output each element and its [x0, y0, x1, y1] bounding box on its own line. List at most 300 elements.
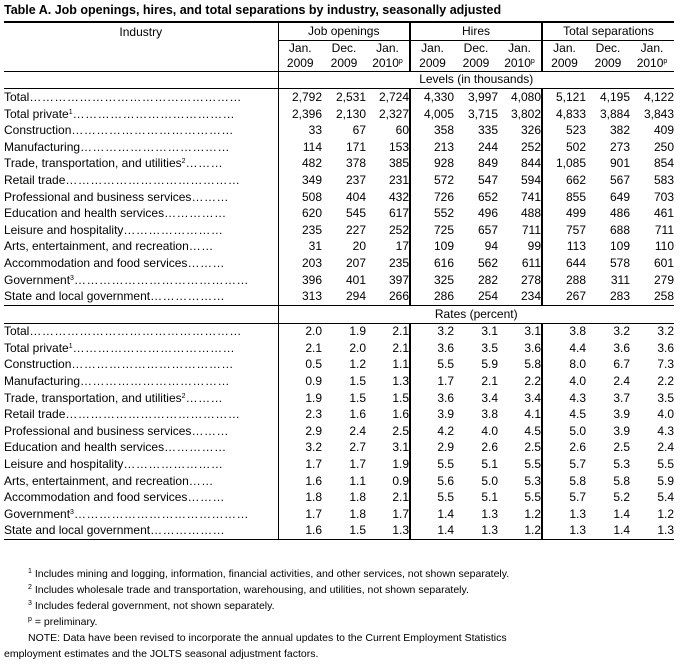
table-row	[4, 255, 674, 272]
value-cell: 1.5	[349, 390, 366, 405]
period-year: 2009	[594, 55, 622, 70]
footnote-text: Includes mining and logging, information, financial activities, and other services, not shown separately.	[34, 568, 510, 580]
value-cell: 237	[345, 172, 366, 187]
value-cell: 3.9	[410, 406, 454, 423]
value-cell: 855	[542, 189, 586, 206]
value-cell: 725	[410, 222, 454, 239]
row-label: Total……………………………………………	[4, 89, 242, 104]
value-cell: 382	[609, 123, 630, 138]
preliminary-mark: p	[663, 57, 668, 65]
value-cell: 844	[520, 156, 541, 171]
value-cell: 2,531	[335, 89, 366, 104]
value-cell: 1.6	[392, 407, 409, 422]
value-cell: 1.8	[278, 489, 322, 506]
value-cell: 757	[542, 222, 586, 239]
value-cell: 267	[542, 288, 586, 305]
row-label: Trade, transportation, and utilities$^2$………	[4, 156, 224, 171]
value-cell: 5.0	[481, 473, 498, 488]
value-cell: 409	[653, 123, 674, 138]
note-line-1: NOTE: Data have been revised to incorporate the annual updates to the Current Employment Statistics	[28, 632, 507, 644]
value-cell: 3.4	[524, 390, 541, 405]
value-cell: 278	[520, 272, 541, 287]
leader-dots: ………	[191, 189, 229, 204]
value-cell: 5.3	[524, 473, 541, 488]
value-cell: 3.6	[410, 390, 454, 407]
value-cell: 2.7	[349, 440, 366, 455]
value-cell: 3.2	[657, 324, 674, 339]
value-cell: 508	[278, 189, 322, 206]
value-cell: 657	[477, 222, 498, 237]
value-cell: 601	[653, 255, 674, 270]
row-label: Education and health services……………	[4, 440, 227, 455]
industry-header: Industry	[4, 22, 278, 71]
value-cell: 5.5	[410, 489, 454, 506]
period-month: Jan.	[640, 40, 664, 55]
leader-dots: ……………………………………	[65, 407, 241, 422]
value-cell: 617	[388, 206, 409, 221]
row-label: Arts, entertainment, and recreation……	[4, 239, 214, 254]
value-cell: 3.9	[613, 407, 630, 422]
value-cell: 4.2	[410, 423, 454, 440]
value-cell: 2,327	[378, 106, 409, 121]
table-row	[4, 473, 674, 490]
period-header	[366, 40, 410, 71]
value-cell: 326	[520, 123, 541, 138]
row-label: Retail trade……………………………………	[4, 407, 241, 422]
value-cell: 294	[322, 288, 366, 305]
footnote-mark: 1	[68, 108, 73, 116]
value-cell: 2.5	[524, 440, 541, 455]
value-cell: 401	[345, 272, 366, 287]
value-cell: 594	[520, 172, 541, 187]
value-cell: 562	[477, 255, 498, 270]
section-label: Levels (in thousands)	[278, 71, 674, 89]
row-label: State and local government………………	[4, 288, 278, 305]
value-cell: 2.1	[278, 340, 322, 357]
value-cell: 4,122	[643, 89, 674, 104]
value-cell: 252	[388, 222, 409, 237]
value-cell: 2.6	[481, 440, 498, 455]
value-cell: 1.9	[392, 457, 409, 472]
value-cell: 4.5	[542, 406, 586, 423]
period-month: Jan.	[288, 40, 312, 55]
table-row	[4, 423, 674, 440]
value-cell: 2.5	[613, 440, 630, 455]
value-cell: 662	[542, 172, 586, 189]
period-year: 2009	[551, 55, 578, 70]
value-cell: 1.6	[349, 407, 366, 422]
section-header-row	[4, 71, 674, 89]
value-cell: 644	[542, 255, 586, 272]
leader-dots: ………	[185, 390, 224, 405]
value-cell: 5.1	[481, 490, 498, 505]
value-cell: 3,802	[510, 106, 541, 121]
value-cell: 1.6	[278, 473, 322, 490]
value-cell: 1.7	[392, 506, 409, 521]
value-cell: 482	[278, 156, 322, 173]
value-cell: 4.0	[657, 407, 674, 422]
value-cell: 1.5	[392, 390, 409, 405]
value-cell: 1.1	[349, 473, 366, 488]
footnote-item	[4, 582, 509, 598]
value-cell: 703	[653, 189, 674, 204]
value-cell: 99	[527, 239, 541, 254]
value-cell: 1.2	[498, 523, 542, 540]
period-year: 2009	[330, 55, 358, 70]
value-cell: 5.5	[524, 457, 541, 472]
value-cell: 283	[586, 288, 630, 305]
value-cell: 2.9	[410, 440, 454, 457]
value-cell: 6.7	[613, 357, 630, 372]
table-row	[4, 288, 674, 305]
value-cell: 2.3	[278, 406, 322, 423]
value-cell: 502	[542, 139, 586, 156]
group-header-hires: Hires	[410, 22, 542, 40]
value-cell: 611	[521, 255, 541, 270]
value-cell: 2.1	[392, 340, 409, 355]
period-header	[454, 40, 498, 71]
note-line-2: employment estimates and the JOLTS seasonal adjustment factors.	[4, 648, 319, 660]
table-row	[4, 323, 674, 340]
value-cell: 5,121	[542, 89, 586, 106]
row-label: Retail trade……………………………………	[4, 172, 241, 187]
period-year: 2009	[419, 55, 446, 70]
table-row	[4, 222, 674, 239]
footnote-item	[4, 598, 509, 614]
footnote-mark: 3	[70, 508, 74, 516]
period-header	[278, 40, 322, 71]
value-cell: 583	[653, 172, 674, 187]
value-cell: 2.0	[278, 323, 322, 340]
table-row	[4, 122, 674, 139]
value-cell: 3.6	[410, 340, 454, 357]
row-label: Government$^3$……………………………………	[4, 272, 249, 287]
value-cell: 4.5	[524, 423, 541, 438]
value-cell: 1.9	[349, 324, 366, 339]
row-label: Accommodation and food services………	[4, 490, 225, 505]
value-cell: 1.4	[586, 523, 630, 540]
period-month: Jan.	[421, 40, 444, 55]
value-cell: 3,843	[643, 106, 674, 121]
value-cell: 3.6	[524, 340, 541, 355]
value-cell: 854	[653, 156, 674, 171]
row-label: Manufacturing………………………………	[4, 374, 231, 389]
row-label: Professional and business services………	[4, 423, 229, 438]
value-cell: 3.6	[613, 340, 630, 355]
value-cell: 3.5	[657, 390, 674, 405]
value-cell: 5.1	[481, 457, 498, 472]
value-cell: 4.0	[542, 373, 586, 390]
value-cell: 3,715	[467, 106, 498, 121]
period-header	[542, 40, 586, 71]
value-cell: 3.2	[613, 324, 630, 339]
value-cell: 499	[542, 205, 586, 222]
leader-dots: ………	[187, 255, 225, 270]
value-cell: 928	[410, 156, 454, 173]
value-cell: 711	[654, 222, 674, 237]
value-cell: 5.8	[613, 473, 630, 488]
value-cell: 2.5	[392, 423, 409, 438]
value-cell: 254	[454, 288, 498, 305]
preliminary-mark: p	[398, 57, 403, 65]
value-cell: 3,997	[467, 89, 498, 104]
value-cell: 3.4	[481, 390, 498, 405]
value-cell: 1.7	[278, 506, 322, 523]
value-cell: 0.9	[278, 373, 322, 390]
value-cell: 5.9	[481, 357, 498, 372]
value-cell: 109	[609, 239, 630, 254]
value-cell: 901	[609, 156, 630, 171]
value-cell: 279	[653, 272, 674, 287]
value-cell: 7.3	[657, 357, 674, 372]
value-cell: 3.1	[392, 440, 409, 455]
value-cell: 849	[477, 156, 498, 171]
table-row	[4, 89, 674, 106]
row-label: Arts, entertainment, and recreation……	[4, 473, 214, 488]
value-cell: 252	[520, 139, 541, 154]
value-cell: 2.4	[657, 440, 674, 455]
value-cell: 1.4	[410, 523, 454, 540]
leader-dots: ………	[187, 490, 225, 505]
period-month: Dec.	[595, 40, 621, 55]
value-cell: 4.0	[481, 423, 498, 438]
value-cell: 234	[498, 288, 542, 305]
value-cell: 288	[542, 272, 586, 289]
value-cell: 5.4	[657, 490, 674, 505]
value-cell: 378	[345, 156, 366, 171]
value-cell: 3.1	[481, 324, 498, 339]
value-cell: 649	[609, 189, 630, 204]
value-cell: 5.0	[542, 423, 586, 440]
value-cell: 2.4	[349, 423, 366, 438]
value-cell: 1.5	[322, 523, 366, 540]
value-cell: 2,724	[378, 89, 409, 104]
value-cell: 488	[520, 206, 541, 221]
value-cell: 227	[345, 222, 366, 237]
value-cell: 171	[345, 139, 366, 154]
row-label: Construction…………………………………	[4, 123, 234, 138]
value-cell: 4.4	[542, 340, 586, 357]
value-cell: 5.2	[613, 490, 630, 505]
value-cell: 545	[345, 206, 366, 221]
value-cell: 2.2	[524, 374, 541, 389]
group-header-job-openings: Job openings	[278, 22, 410, 40]
value-cell: 432	[388, 189, 409, 204]
value-cell: 258	[630, 288, 674, 305]
footnote-mark: 1	[28, 568, 32, 575]
value-cell: 5.5	[410, 357, 454, 374]
value-cell: 3.9	[613, 423, 630, 438]
section-header-row	[4, 305, 674, 323]
footnotes	[4, 566, 509, 662]
value-cell: 5.9	[657, 473, 674, 488]
value-cell: 1.7	[278, 456, 322, 473]
leader-dots: ………	[185, 156, 224, 171]
table-row	[4, 506, 674, 523]
row-label: Total private$^1$…………………………………	[4, 106, 236, 121]
value-cell: 3.7	[613, 390, 630, 405]
value-cell: 741	[520, 189, 541, 204]
value-cell: 5.5	[410, 456, 454, 473]
period-year: 2010$^p$	[504, 55, 535, 70]
value-cell: 17	[395, 239, 409, 254]
value-cell: 2.0	[349, 340, 366, 355]
table-row	[4, 390, 674, 407]
value-cell: 4.1	[524, 407, 541, 422]
leader-dots: ……………………………………………	[29, 324, 242, 339]
value-cell: 2,396	[278, 106, 322, 123]
value-cell: 1.3	[630, 523, 674, 540]
leader-dots: …………………………………	[71, 123, 234, 138]
footnote-text: = preliminary.	[34, 616, 98, 628]
value-cell: 2.1	[481, 374, 498, 389]
value-cell: 523	[542, 122, 586, 139]
period-month: Jan.	[376, 40, 399, 55]
leader-dots: ……………………………………	[73, 272, 249, 287]
value-cell: 461	[653, 206, 674, 221]
value-cell: 235	[388, 255, 409, 270]
row-label: Leisure and hospitality……………………	[4, 222, 224, 237]
value-cell: 213	[410, 139, 454, 156]
leader-dots: ……	[188, 239, 214, 254]
value-cell: 1.7	[410, 373, 454, 390]
table-row	[4, 239, 674, 256]
value-cell: 4,195	[599, 89, 630, 104]
row-label: State and local government………………	[4, 523, 278, 540]
table-row	[4, 205, 674, 222]
value-cell: 235	[278, 222, 322, 239]
leader-dots: ……………………	[123, 222, 224, 237]
row-label: Construction…………………………………	[4, 357, 234, 372]
value-cell: 3.6	[657, 340, 674, 355]
table-row	[4, 373, 674, 390]
value-cell: 358	[410, 122, 454, 139]
value-cell: 552	[410, 205, 454, 222]
value-cell: 313	[278, 288, 322, 305]
value-cell: 311	[610, 272, 630, 287]
leader-dots: ………………	[150, 523, 226, 538]
value-cell: 5.7	[542, 456, 586, 473]
footnote-text: Includes federal government, not shown separately.	[34, 600, 275, 612]
value-cell: 335	[477, 123, 498, 138]
header-row-groups	[4, 22, 674, 40]
value-cell: 5.5	[524, 490, 541, 505]
value-cell: 2.6	[542, 440, 586, 457]
period-month: Jan.	[553, 40, 576, 55]
value-cell: 67	[352, 123, 366, 138]
value-cell: 113	[542, 239, 586, 256]
period-month: Dec.	[463, 40, 489, 55]
value-cell: 1.8	[349, 506, 366, 521]
jolts-table	[4, 21, 674, 540]
value-cell: 0.5	[278, 357, 322, 374]
period-year: 2010$^p$	[372, 55, 403, 70]
table-row	[4, 523, 674, 540]
value-cell: 5.7	[542, 489, 586, 506]
value-cell: 2.4	[613, 374, 630, 389]
table-row	[4, 172, 674, 189]
preliminary-mark: p	[530, 57, 535, 65]
period-header	[630, 40, 674, 71]
value-cell: 31	[278, 239, 322, 256]
value-cell: 620	[278, 205, 322, 222]
period-year: 2009	[462, 55, 490, 70]
value-cell: 578	[609, 255, 630, 270]
leader-dots: ………………	[150, 289, 226, 304]
value-cell: 396	[278, 272, 322, 289]
value-cell: 3.8	[542, 323, 586, 340]
footnote-mark: 2	[181, 158, 186, 166]
table-row	[4, 189, 674, 206]
value-cell: 5.8	[524, 357, 541, 372]
leader-dots: ……………	[164, 206, 227, 221]
value-cell: 2.9	[278, 423, 322, 440]
row-label: Government$^3$……………………………………	[4, 506, 249, 521]
period-header	[322, 40, 366, 71]
row-label: Leisure and hospitality……………………	[4, 457, 224, 472]
value-cell: 2.2	[657, 374, 674, 389]
value-cell: 1.3	[481, 506, 498, 521]
value-cell: 1.3	[542, 506, 586, 523]
value-cell: 1.3	[454, 523, 498, 540]
value-cell: 266	[366, 288, 410, 305]
section-label: Rates (percent)	[278, 305, 674, 323]
value-cell: 688	[609, 222, 630, 237]
value-cell: 1,085	[542, 156, 586, 173]
footnote-item	[4, 614, 509, 630]
value-cell: 5.5	[657, 457, 674, 472]
value-cell: 109	[410, 239, 454, 256]
value-cell: 572	[410, 172, 454, 189]
value-cell: 1.1	[392, 357, 409, 372]
footnote-text: Includes wholesale trade and transportation, warehousing, and utilities, not shown separately.	[34, 584, 469, 596]
value-cell: 244	[477, 139, 498, 154]
value-cell: 1.3	[366, 523, 410, 540]
footnote-mark: 2	[181, 392, 186, 400]
value-cell: 60	[395, 123, 409, 138]
value-cell: 5.6	[410, 473, 454, 490]
leader-dots: …………………………………	[71, 357, 234, 372]
value-cell: 5.3	[613, 457, 630, 472]
section-spacer	[4, 71, 278, 89]
value-cell: 5.8	[542, 473, 586, 490]
period-year: 2009	[286, 55, 314, 70]
table-row	[4, 440, 674, 457]
value-cell: 3.2	[410, 323, 454, 340]
value-cell: 231	[388, 172, 409, 187]
value-cell: 2.1	[392, 324, 409, 339]
value-cell: 547	[477, 172, 498, 187]
value-cell: 4,005	[410, 106, 454, 123]
value-cell: 325	[410, 272, 454, 289]
row-label: Trade, transportation, and utilities$^2$………	[4, 390, 224, 405]
value-cell: 3.1	[524, 324, 541, 339]
value-cell: 203	[278, 255, 322, 272]
leader-dots: ……………………	[123, 457, 224, 472]
table-row	[4, 106, 674, 123]
value-cell: 4,833	[542, 106, 586, 123]
value-cell: 153	[388, 139, 409, 154]
period-header	[586, 40, 630, 71]
leader-dots: ……………………………………………	[29, 89, 242, 104]
value-cell: 1.3	[542, 523, 586, 540]
leader-dots: ………	[191, 423, 229, 438]
value-cell: 2,792	[278, 89, 322, 106]
value-cell: 207	[345, 255, 366, 270]
value-cell: 33	[278, 122, 322, 139]
value-cell: 385	[388, 156, 409, 171]
value-cell: 4.3	[542, 390, 586, 407]
